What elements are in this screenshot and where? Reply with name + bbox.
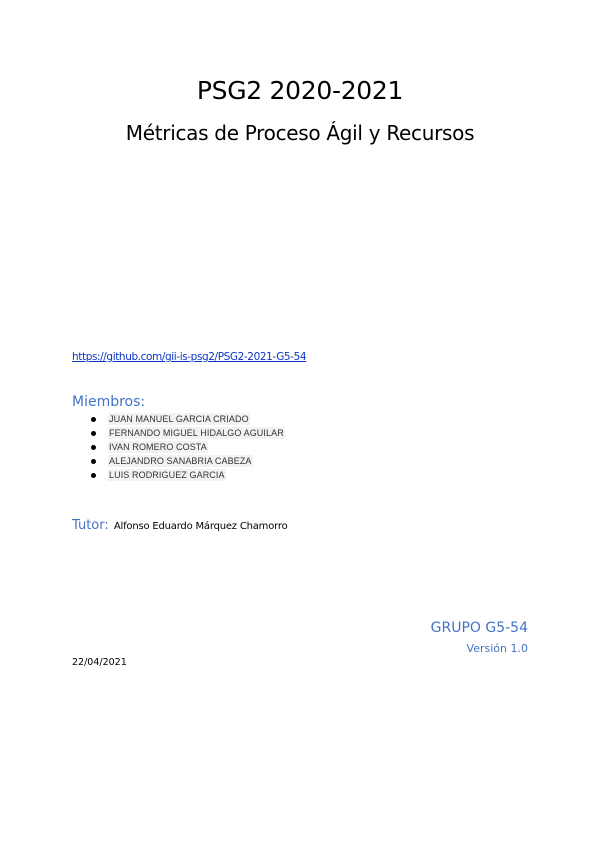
list-item <box>88 412 285 426</box>
member-name: JUAN MANUEL GARCIA CRIADO <box>109 414 249 424</box>
document-title: PSG2 2020-2021 <box>196 76 404 105</box>
member-name: FERNANDO MIGUEL HIDALGO AGUILAR <box>109 428 284 438</box>
member-name: ALEJANDRO SANABRIA CABEZA <box>109 456 252 466</box>
bullet-icon <box>91 417 96 422</box>
repository-link[interactable]: https://github.com/gii-is-psg2/PSG2-2021-G5-54 <box>72 351 307 363</box>
members-heading: Miembros: <box>72 394 146 410</box>
member-name: IVAN ROMERO COSTA <box>109 442 207 452</box>
tutor-label: Tutor: <box>72 518 109 533</box>
tutor-line <box>72 514 287 533</box>
members-list <box>88 412 285 482</box>
group-name: GRUPO G5-54 <box>430 620 528 636</box>
document-subtitle: Métricas de Proceso Ágil y Recursos <box>125 121 475 145</box>
tutor-name: Alfonso Eduardo Márquez Chamorro <box>113 521 288 532</box>
list-item <box>88 440 285 454</box>
bullet-icon <box>91 431 96 436</box>
member-name: LUIS RODRIGUEZ GARCIA <box>109 470 225 480</box>
list-item <box>88 454 285 468</box>
version-label: Versión 1.0 <box>466 642 528 655</box>
bullet-icon <box>91 459 96 464</box>
list-item <box>88 426 285 440</box>
bullet-icon <box>91 445 96 450</box>
list-item <box>88 468 285 482</box>
bullet-icon <box>91 473 96 478</box>
document-date: 22/04/2021 <box>72 657 127 668</box>
